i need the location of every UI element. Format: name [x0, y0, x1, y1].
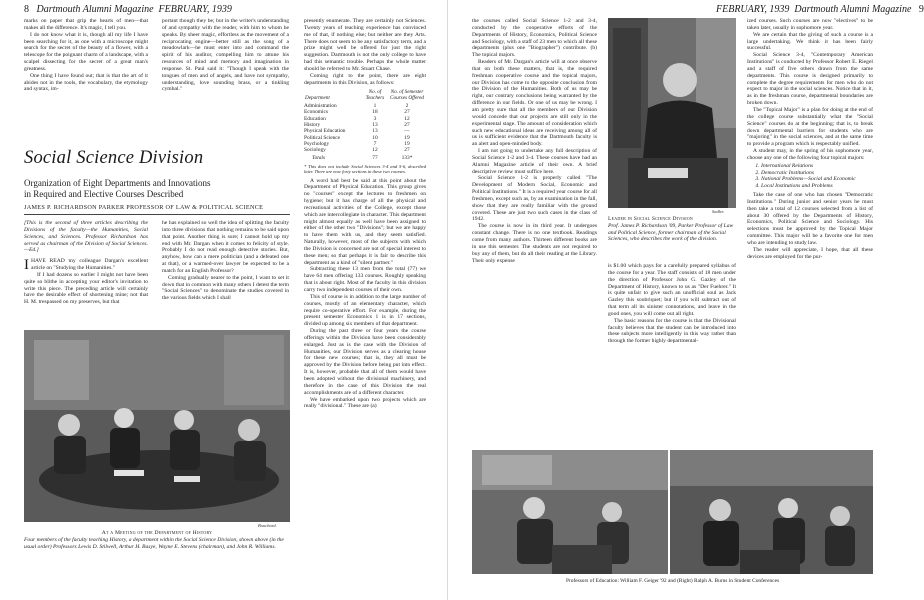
left-col1-body	[24, 220, 148, 328]
geiger-illustration	[472, 450, 668, 574]
history-meeting-illustration	[24, 330, 290, 522]
right-col1	[472, 18, 597, 444]
right-running-head	[716, 4, 924, 15]
caption-heading: Leader in Social Science Division	[608, 216, 693, 222]
table-cell-courses: 19	[404, 140, 410, 147]
table-totals-label: Totals	[312, 155, 325, 162]
table-cell-teachers: 18	[372, 109, 378, 116]
left-page	[0, 0, 448, 600]
left-col3	[304, 18, 426, 590]
right-col3	[747, 18, 873, 444]
author-byline: JAMES P. RICHARDSON PARKER PROFESSOR OF LAW & POLITICAL SCIENCE	[24, 204, 264, 211]
paragraph: Take the case of one who has chosen "Democratic Institutions." During junior and senior years he must then take a total of 12 courses selected from a list of about 30 offered by the Departments of History, Economics, Political Science and Sociology. His selections must be approved by the Topical Major committee. This major will be a favorite one for men who are intending to study law.	[747, 192, 873, 246]
topical-majors-list	[761, 163, 873, 190]
table-cell-courses: 2	[405, 103, 409, 110]
table-cell-teachers: 10	[372, 134, 378, 141]
paragraph: Coming right to the point, there are eight departments in this Division, as follows:	[304, 72, 426, 86]
table-cell-courses: 12	[404, 115, 410, 122]
caption-text: Prof. James P. Richardson '09, Parker Professor of Law and Political Science, former chairman of the Social Sciences, who describes the work of the division.	[608, 222, 734, 243]
table-cell-dept: History	[304, 121, 321, 128]
list-item: 2. Democratic Institutions	[761, 170, 873, 177]
table-header-courses: No. of Semester Courses Offered	[390, 89, 424, 102]
paragraph: A word had best be said at this point about the Department of Physical Education. This group gives no "courses" except the lectures to freshmen on hygiene; but it has charge of all the physical and recreational activities of the College, except those which are intercollegiate in character. This department might almost equally as well have been assigned to either of the other two "Divisions"; but we are happy to have them with us, and they seem satisfied. Naturally, however, most of the subjects with which the Division is concerned are not of special interest to these men; so that perhaps it is fair to describe this department as a kind of "silent partner."	[304, 177, 426, 266]
portrait-credit: Sadler.	[712, 209, 725, 214]
table-cell-teachers: 7	[373, 140, 377, 147]
table-cell-teachers: 12	[372, 147, 378, 154]
paragraph: One thing I have found out; that is that the art of it abides not in the tools, the vocabulary, the etymology and syntax, im-	[24, 72, 148, 93]
paragraph: The basic reasons for the course is that the Divisional faculty believes that the student can be introduced into these subjects more intelligently in this way rather than through the former highly departmental-	[608, 317, 736, 345]
opening-paragraph	[24, 258, 148, 272]
table-cell-courses: 19	[404, 134, 410, 141]
paragraph: The "Topical Major" is a plan for doing at the end of the college course substantially what the "Social Science" courses do at the beginning; that is, to break down departmental barriers for students who are "majoring" in the social sciences, and at the same time to provide a program which is respectably unified.	[747, 106, 873, 148]
editor-note: [This is the second of three articles describing the Divisions of the faculty—the Humanities, Social Sciences, and Sciences. Professor Richardson has served as chairman of the Division of Social Sciences.—Ed.]	[24, 220, 148, 254]
left-col1-top	[24, 18, 148, 146]
richardson-portrait-photo	[608, 18, 736, 208]
paragraph: is $1.00 which pays for a carefully prepared syllabus of the course for a year. The staff consists of 18 men under the direction of Professor John G. Gazley of the Department of History, known to us as "Der Fuehrer." It is quite unfair to give such an unofficial soul as Jack Gazley this soubriquet; but if you will subtract out of that term all its sinister connotations, and leave in the good ones, you will come out all right.	[608, 263, 736, 317]
table-cell-courses: 27	[404, 109, 410, 116]
table-header-department: Department	[305, 95, 330, 102]
paragraph: We have embarked upon two projects which are really "divisional." These are (a)	[304, 396, 426, 410]
table-cell-teachers: 13	[372, 121, 378, 128]
table-cell-courses: 27	[404, 147, 410, 154]
paragraph: I am not going to undertake any full description of Social Science 1-2 and 3-4. These courses have had an Alumni Magazine article of their own. A brief descriptive review must suffice here.	[472, 148, 597, 175]
table-footnote: * This does not include Social Sciences 3-4 and 5-6, described later. There are now forty sections in these two courses.	[304, 163, 426, 175]
table-totals-teachers: 77	[372, 155, 378, 162]
table-cell-dept: Education	[304, 115, 326, 122]
table-cell-dept: Administration	[304, 103, 337, 110]
right-page	[448, 0, 924, 600]
table-header-teachers: No. of Teachers	[365, 89, 385, 102]
portrait-caption	[608, 216, 736, 243]
portrait-illustration	[608, 18, 736, 208]
right-magazine-title: Dartmouth Alumni Magazine	[794, 4, 912, 15]
paragraph: We are certain that the giving of such a course is a large undertaking. We think it has been fairly successful.	[747, 31, 873, 52]
geiger-conference-photo	[472, 450, 668, 574]
table-totals-courses: 133*	[401, 155, 413, 162]
paragraph: Readers of Mr. Dargan's article will at once observe that on both these matters, that is, the required freshman cooperative course and the topical majors, our Division has come to the opposite conclusion from the Division of the Humanities. Both of us may be right, our contrary conclusions being warranted by the difference in our fields. Or one of us may be wrong. I am pretty sure that all the members of our Division would concede that our projects are still only in the experimental stage. The amount of consideration which such new educational ideas are receiving among all of us is sufficient evidence that the Dartmouth faculty is an alert and open-minded body.	[472, 59, 597, 148]
burns-conference-photo	[670, 450, 873, 574]
paragraph: The course is now in its third year. It undergoes constant change. There is no one textbook. Readings come from many authors. Thirteen different books are in use this semester. The students are not required to buy any of them, but do all their reading at the Library. Their only expense	[472, 223, 597, 264]
left-page-number: 8	[24, 4, 29, 15]
paragraph: Subtracting these 13 men from the total (77) we have 64 men offering 133 courses. Roughly speaking that is about right. Most of the faculty in this division carry two independent courses of their own.	[304, 266, 426, 294]
table-cell-courses: 27	[404, 121, 410, 128]
section-title: Social Science Division	[24, 148, 204, 168]
paragraph: portant though they be; but in the writer's understanding of and sympathy with the reader, with him to whom he speaks. By sheer magic, effortless as the movement of a reciprocating engine—better still as the song of a meadowlark—he must enter into and command the spirit of his auditor, compelling him to attune his resources of mind and memory and imagination in response. St. Paul said it: "Though I speak with the tongues of men and of angels, and have not sympathy, understanding, love sounding brass, or a tinkling cymbal."	[162, 18, 289, 93]
left-magazine-title: Dartmouth Alumni Magazine	[36, 4, 154, 15]
photo-credit: Bouchard.	[258, 523, 277, 528]
subtitle-line: in Required and Elective Courses Described	[24, 189, 184, 199]
department-table	[304, 89, 426, 161]
paragraph: Coming gradually nearer to the point, I want to set it down that in common with many others I detest the term "Social Sciences" to denominate the studies covered in the various fields which I shall	[162, 274, 289, 302]
left-col2-top	[162, 18, 289, 146]
right-col2	[608, 263, 736, 445]
paragraph: A student may, in the spring of his sophomore year, choose any one of the following four topical majors:	[747, 148, 873, 161]
list-item: 1. International Relations	[761, 163, 873, 170]
subtitle-line: Organization of Eight Departments and Innovations	[24, 178, 211, 188]
paragraph: he has explained so well the idea of splitting the faculty into three divisions that nothing remains to be said upon that point. Another thing is sure; I cannot hold up my end with Mr. Dargan when it comes to felicity of style. Probably I do not read enough detective stories. But, anyhow, how can a mere politician (and a defeated one at that), or a warmed-over lawyer be expected to be a match for an English Professor?	[162, 220, 289, 274]
list-item: 3. National Problems—Social and Economic	[761, 176, 873, 183]
bottom-photo-caption: Professors of Education: William F. Geiger '92 and (Right) Ralph A. Burns in Student Conferences	[565, 578, 780, 584]
section-subtitle	[24, 178, 211, 200]
paragraph: During the past three or four years the course offerings within the Division have been considerably enlarged. Just as is the case with the Division of Humanities, our Division serves as a clearing house for these new courses; that is, they all must be approved by the Division before being put into effect. It is, however, probable that all of them would have been adopted without the divisional machinery, and therefore in the case of this Division the real accomplishments are of a different character.	[304, 328, 426, 396]
table-header-row	[304, 89, 426, 103]
opening-text: HAVE READ my colleague Dargan's excellent article on "Studying the Humanities."	[31, 258, 148, 272]
paragraph: ized courses. Such courses are now "electives" to be taken later, usually in sophomore year.	[747, 18, 873, 31]
right-issue-date: FEBRUARY, 1939	[716, 4, 790, 15]
history-photo-caption	[24, 530, 290, 550]
history-meeting-photo	[24, 330, 290, 522]
table-cell-teachers: 3	[373, 115, 377, 122]
paragraph: marks on paper that grip the hearts of men—that makes all the difference. It's magic, I tell you.	[24, 18, 148, 31]
table-cell-dept: Physical Education	[304, 128, 346, 135]
drop-cap: I	[24, 257, 29, 274]
list-item: 4. Local Institutions and Problems	[761, 183, 873, 190]
table-cell-dept: Economics	[304, 109, 328, 116]
right-page-number: 9	[918, 4, 924, 15]
table-cell-courses: —	[404, 128, 410, 135]
table-cell-dept: Psychology	[304, 140, 330, 147]
caption-heading: At a Meeting of the Department of History	[101, 530, 213, 536]
paragraph: presently enumerate. They are certainly not Sciences. Twenty years of teaching experience has convinced me of that, if nothing else; but neither are they Arts. There does not seem to be any satisfactory term, and a prize might well be offered for just the right suggestion. Dartmouth is not the only college to have had this semantic trouble. Perhaps the whole matter should be referred to Mr. Stuart Chase.	[304, 18, 426, 72]
left-running-head	[24, 4, 232, 15]
burns-illustration	[670, 450, 873, 574]
paragraph: The reader will appreciate, I hope, that all these devices are employed for the pur-	[747, 246, 873, 260]
table-cell-teachers: 13	[372, 128, 378, 135]
left-issue-date: FEBRUARY, 1939	[158, 4, 232, 15]
paragraph: This of course is in addition to the large number of courses, mostly of an elementary character, which require co-operative effort. For example, during the present semester Economics 1 is in 17 sections, divided up among six members of that department.	[304, 293, 426, 328]
paragraph: Social Science 3-4, "Contemporary American Institutions" is conducted by Professor Robert E. Riegel and a staff of five others drawn from the same departments. This course is designed primarily to complete the degree requirements for men who do not expect to major in the social sciences. Notice that in it, as in the freshman course, departmental boundaries are broken down.	[747, 52, 873, 107]
paragraph: the courses called Social Science 1-2 and 3-4, conducted by the cooperative efforts of the Departments of History, Economics, Political Science and Sociology, with a staff of 23 men to which all these departments (plus one "Biographer") contribute. (b) The topical majors.	[472, 18, 597, 59]
table-cell-dept: Political Science	[304, 134, 341, 141]
table-cell-teachers: 1	[373, 103, 377, 110]
table-cell-dept: Sociology	[304, 147, 326, 154]
byline-rule	[24, 214, 290, 215]
caption-text: Four members of the faculty teaching History, a department within the Social Science Division, shown above (in the usual order) Professors Lewis D. Stilwell, Arthur H. Basye, Wayne E. Stevens (chairman), and John R. Williams.	[24, 536, 284, 550]
paragraph: Social Science 1-2 is properly called "The Development of Modern Social, Economic and Political Institutions." It is a required year course for all freshmen, except such as, by an examination in the fall, show that they are really familiar with the ground covered. These are just two such cases in the class of 1942.	[472, 175, 597, 223]
table-totals-row	[304, 153, 426, 161]
left-col2-body	[162, 220, 289, 328]
paragraph: I do not know what it is, though all my life I have been searching for it, as one with a microscope might search for the secret of the beauty of a flower, with a telescope for the poignant charm of a landscape, with a scalpel dissecting for the secret of a great man's greatness.	[24, 31, 148, 72]
paragraph: If I had dozens so earlier I might not have been quite so blithe in accepting your editor's invitation to write this piece. The preceding article will certainly have the desirable effect of shortening mine; not that H. M. trespassed on my preserves, but that	[24, 271, 148, 306]
